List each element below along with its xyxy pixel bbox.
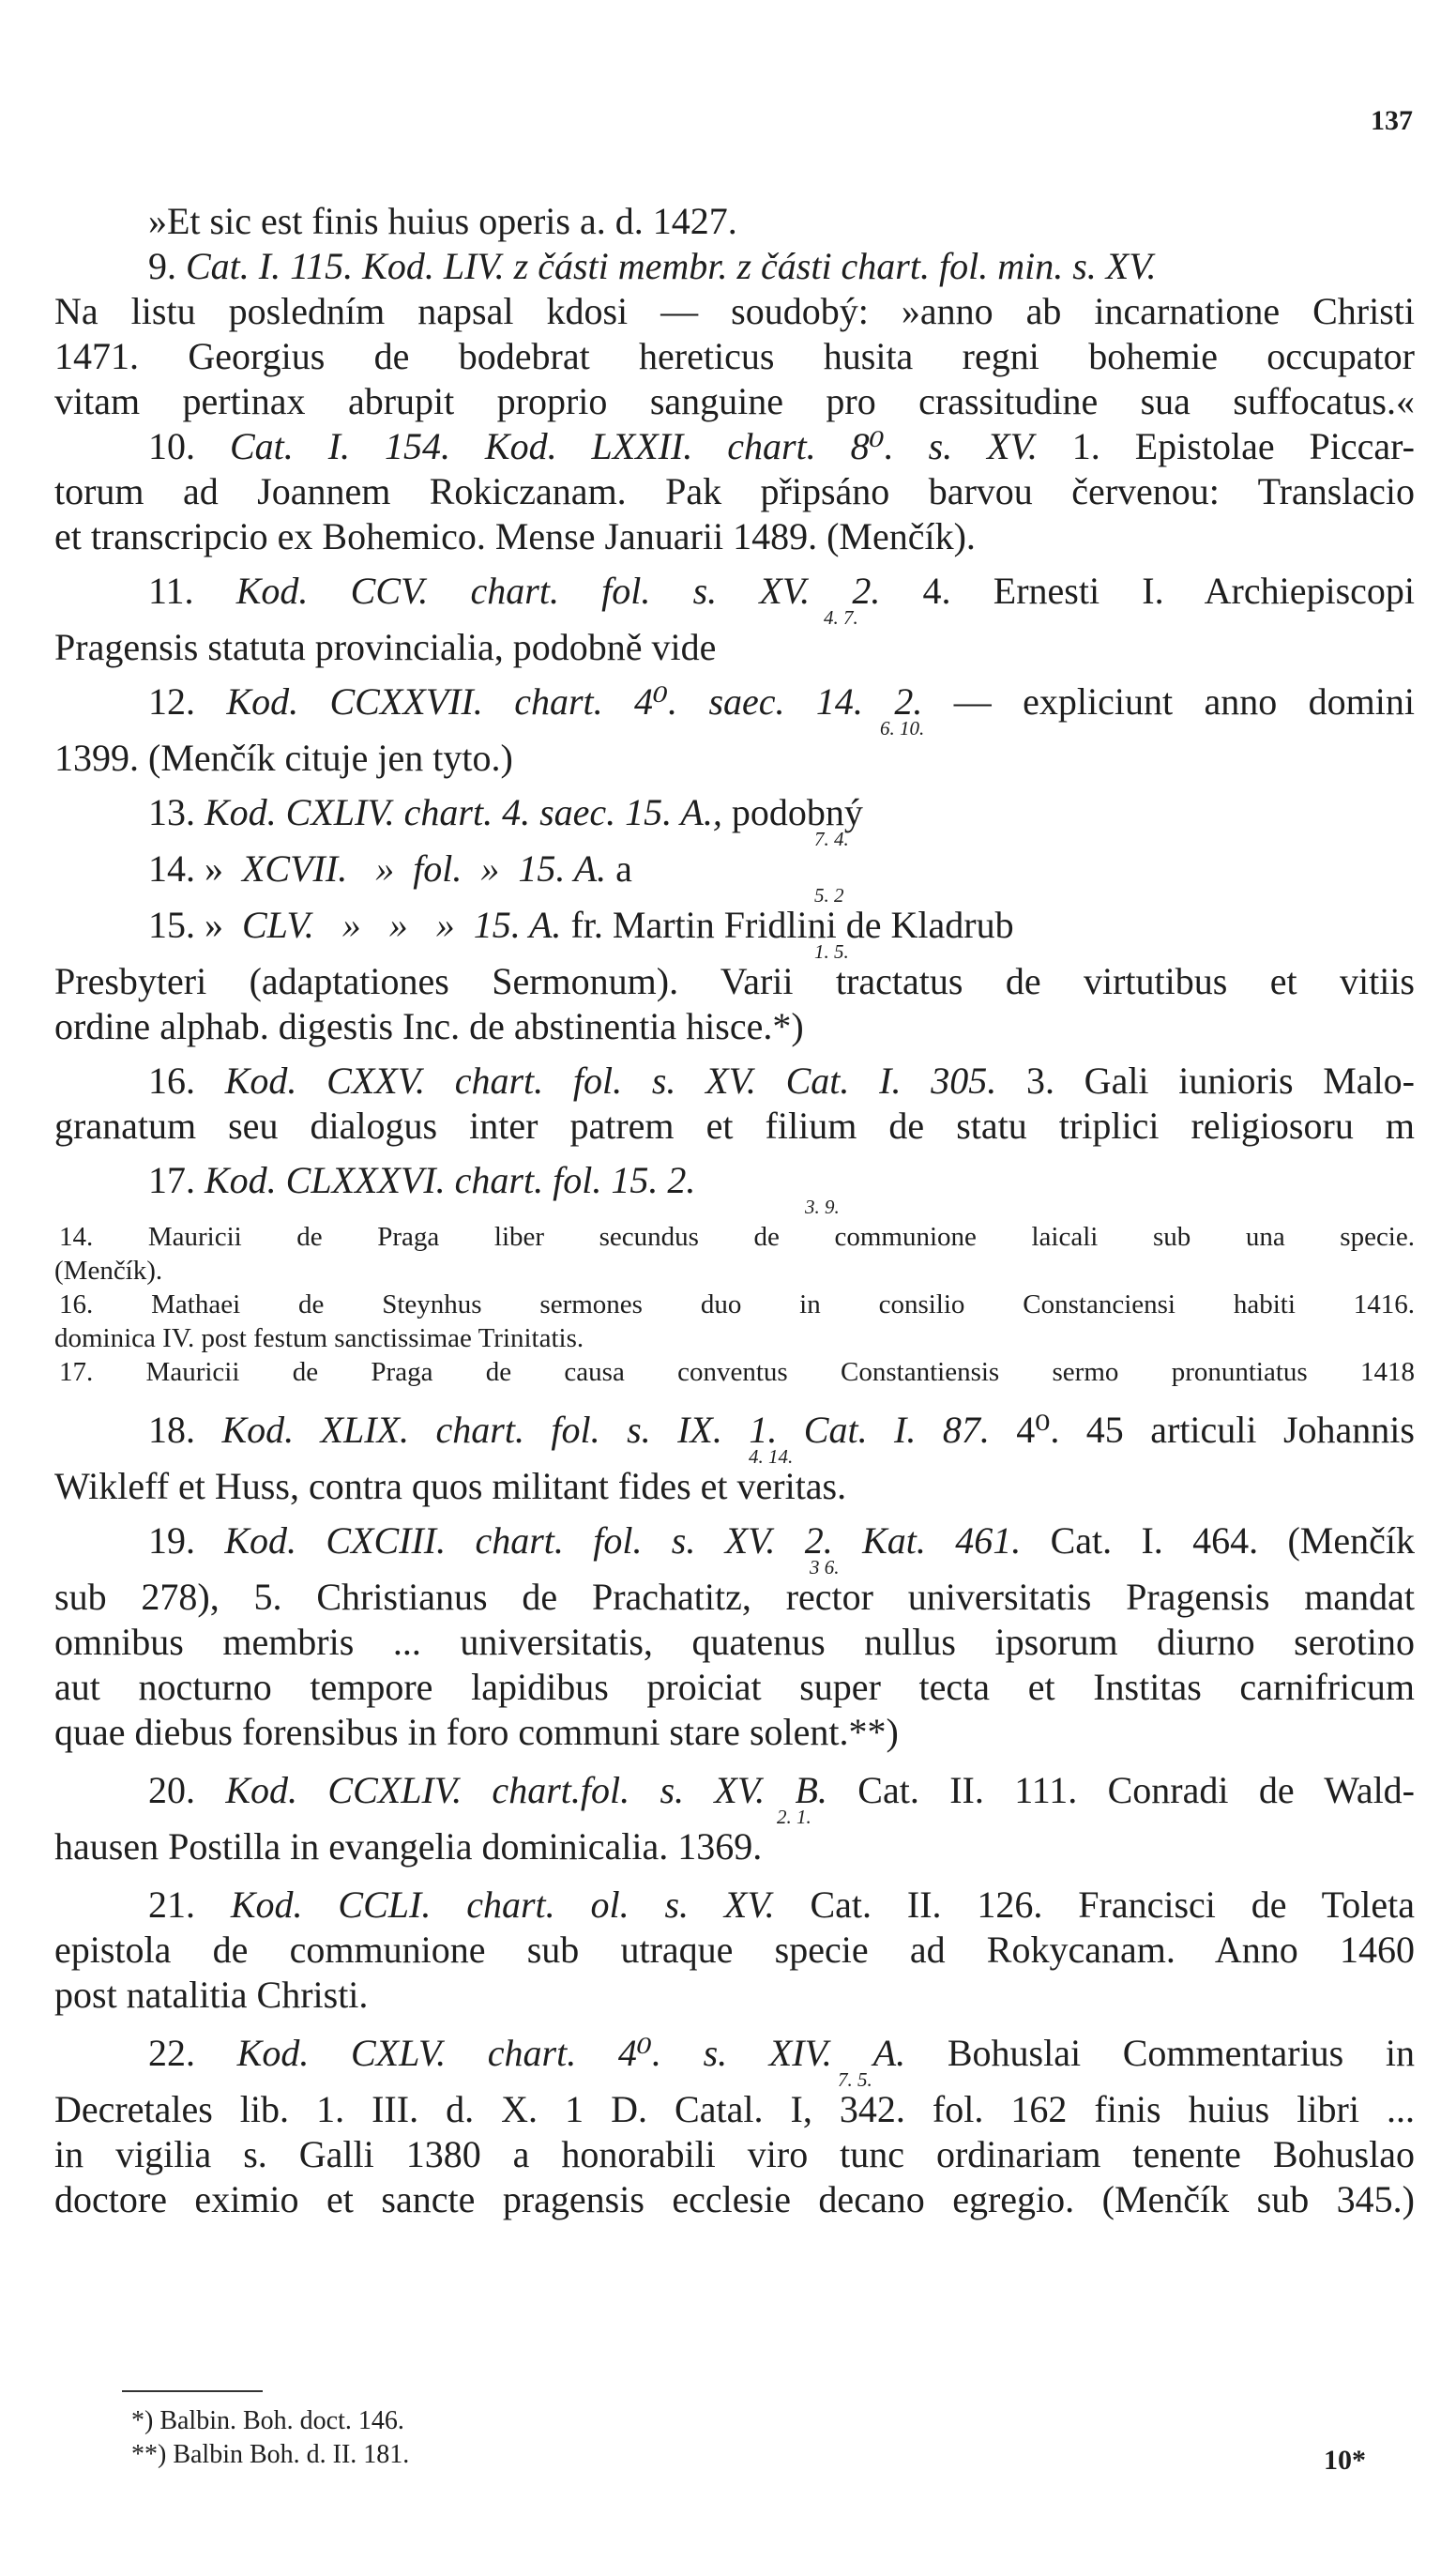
- catalog-entry-9: 9. Cat. I. 115. Kod. LIV. z části membr. z části chart. fol. min. s. XV.: [148, 245, 1157, 287]
- shelfmark-note: 2. 1.: [777, 1806, 811, 1828]
- shelfmark-note: 5. 2: [814, 884, 844, 907]
- text-line: ordine alphab. digestis Inc. de abstinentia hisce.*): [54, 1005, 804, 1047]
- text-line: hausen Postilla in evangelia dominicalia. 1369.: [54, 1825, 763, 1868]
- text-line: sub 278), 5. Christianus de Prachatitz, rector universitatis Pragensis mandat: [54, 1576, 1415, 1618]
- printer-signature: 10*: [1324, 2445, 1366, 2476]
- catalog-entry-18: 18. Kod. XLIX. chart. fol. s. IX. 1. Cat. I. 87. 4⁰. 45 articuli Johannis: [148, 1409, 1415, 1451]
- quoted-note: 16. Mathaei de Steynhus sermones duo in consilio Constanciensi habiti 1416.: [59, 1289, 1415, 1319]
- catalog-entry-19: 19. Kod. CXCIII. chart. fol. s. XV. 2. Kat. 461. Cat. I. 464. (Menčík: [148, 1519, 1415, 1562]
- main-text: [54, 199, 1415, 2222]
- shelfmark-note: 3. 9.: [805, 1196, 840, 1218]
- text-line: torum ad Joannem Rokiczanam. Pak připsáno barvou červenou: Translacio: [54, 470, 1415, 512]
- footnotes: [131, 2404, 409, 2472]
- catalog-entry-21: 21. Kod. CCLI. chart. ol. s. XV. Cat. II. 126. Francisci de Toleta: [148, 1883, 1416, 1926]
- text-line: doctore eximio et sancte pragensis ecclesie decano egregio. (Menčík sub 345.): [54, 2178, 1415, 2220]
- text-line: quae diebus forensibus in foro communi stare solent.**): [54, 1711, 899, 1753]
- text-line: »Et sic est finis huius operis a. d. 1427.: [148, 200, 737, 242]
- quoted-note: 14. Mauricii de Praga liber secundus de communione laicali sub una specie.: [59, 1222, 1415, 1252]
- shelfmark-note: 7. 4.: [814, 828, 849, 850]
- catalog-entry-10: 10. Cat. I. 154. Kod. LXXII. chart. 8⁰. s. XV. 1. Epistolae Piccar-: [148, 425, 1415, 467]
- text-line: omnibus membris ... universitatis, quatenus nullus ipsorum diurno serotino: [54, 1621, 1415, 1663]
- text-line: aut nocturno tempore lapidibus proiciat super tecta et Institas carnifricum: [54, 1666, 1415, 1708]
- text-line: Na listu posledním napsal kdosi — soudobý: »anno ab incarnatione Christi: [54, 290, 1415, 332]
- text-line: Wikleff et Huss, contra quos militant fides et veritas.: [54, 1465, 847, 1507]
- page-number: 137: [1371, 105, 1413, 136]
- text-line: et transcripcio ex Bohemico. Mense Januarii 1489. (Menčík).: [54, 515, 976, 557]
- footnote: **) Balbin Boh. d. II. 181.: [131, 2440, 410, 2469]
- text-line: 1471. Georgius de bodebrat hereticus husita regni bohemie occupator: [54, 335, 1415, 377]
- shelfmark-note: 1. 5.: [814, 940, 849, 963]
- text-line: epistola de communione sub utraque specie ad Rokycanam. Anno 1460: [54, 1929, 1415, 1971]
- footnote: *) Balbin. Boh. doct. 146.: [131, 2406, 404, 2435]
- catalog-entry-22: 22. Kod. CXLV. chart. 4⁰. s. XIV. A. Bohuslai Commentarius in: [148, 2032, 1416, 2074]
- text-line: Presbyteri (adaptationes Sermonum). Varii tractatus de virtutibus et vitiis: [54, 960, 1415, 1002]
- text-line: Pragensis statuta provincialia, podobně vide: [54, 626, 717, 668]
- shelfmark-note: 6. 10.: [880, 717, 925, 740]
- catalog-entry-13: 13. Kod. CXLIV. chart. 4. saec. 15. A., podobný: [148, 791, 863, 833]
- text-line: 1399. (Menčík cituje jen tyto.): [54, 737, 513, 779]
- quoted-note: dominica IV. post festum sanctissimae Trinitatis.: [54, 1323, 584, 1353]
- text-line: post natalitia Christi.: [54, 1974, 369, 2016]
- text-line: Decretales lib. 1. III. d. X. 1 D. Catal. I, 342. fol. 162 finis huius libri ...: [54, 2088, 1415, 2130]
- footnote-divider: [122, 2390, 263, 2392]
- catalog-entry-14: 14. » XCVII. » fol. » 15. A. a: [148, 847, 632, 890]
- catalog-entry-17: 17. Kod. CLXXXVI. chart. fol. 15. 2.: [148, 1159, 696, 1201]
- catalog-entry-12: 12. Kod. CCXXVII. chart. 4⁰. saec. 14. 2. — expliciunt anno domini: [148, 680, 1416, 723]
- text-line: in vigilia s. Galli 1380 a honorabili viro tunc ordinariam tenente Bohuslao: [54, 2133, 1415, 2175]
- catalog-entry-20: 20. Kod. CCXLIV. chart.fol. s. XV. B. Cat. II. 111. Conradi de Wald-: [148, 1769, 1416, 1811]
- shelfmark-note: 7. 5.: [838, 2068, 872, 2091]
- quoted-note: 17. Mauricii de Praga de causa conventus Constantiensis sermo pronuntiatus 1418: [59, 1357, 1415, 1387]
- shelfmark-note: 4. 14.: [749, 1445, 794, 1468]
- text-line: granatum seu dialogus inter patrem et filium de statu triplici religiosoru m: [54, 1105, 1415, 1147]
- catalog-entry-11: 11. Kod. CCV. chart. fol. s. XV. 2. 4. Ernesti I. Archiepiscopi: [148, 570, 1415, 612]
- text-line: vitam pertinax abrupit proprio sanguine pro crassitudine sua suffocatus.«: [54, 380, 1415, 422]
- quoted-note: (Menčík).: [54, 1256, 163, 1286]
- catalog-entry-15: 15. » CLV. » » » 15. A. fr. Martin Fridlini de Kladrub: [148, 904, 1014, 946]
- shelfmark-note: 3 6.: [810, 1556, 840, 1578]
- catalog-entry-16: 16. Kod. CXXV. chart. fol. s. XV. Cat. I. 305. 3. Gali iunioris Malo-: [148, 1060, 1415, 1102]
- shelfmark-note: 4. 7.: [824, 606, 858, 629]
